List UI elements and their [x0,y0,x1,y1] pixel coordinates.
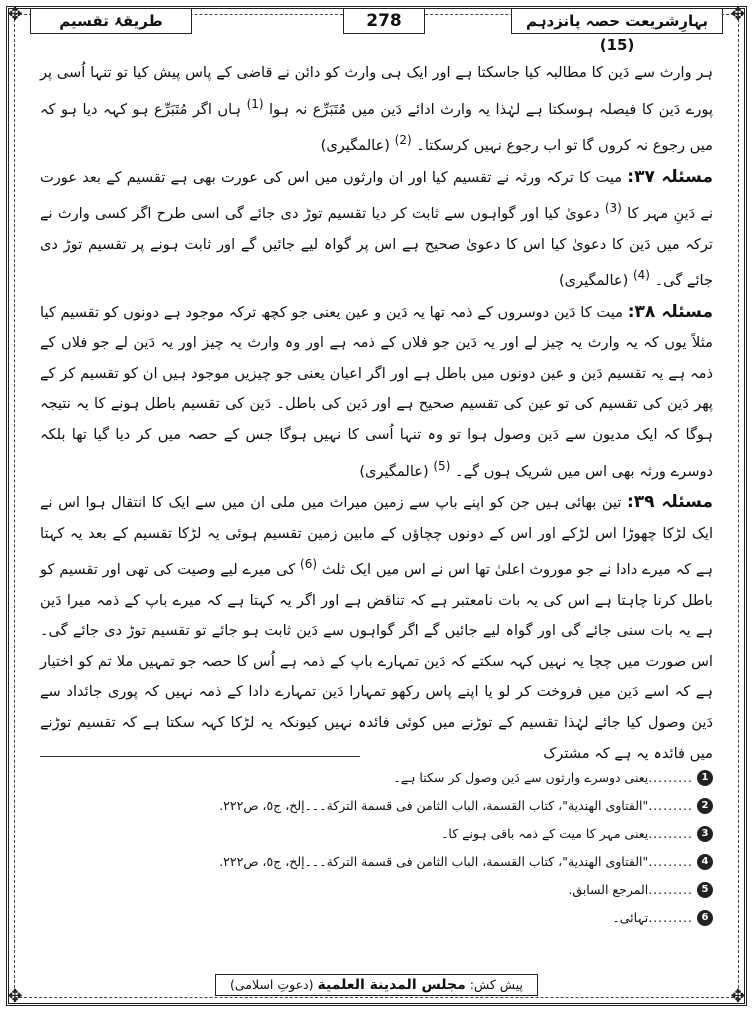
footnote-number: 1 [697,770,713,786]
masala-label: مسئلہ ۳۹: [626,492,714,513]
source-citation: (عالمگیری) [359,462,429,480]
footnote-item: 5 ......... المرجع السابق. [40,876,713,904]
footnote-item: 4 ......... "الفتاوی الھندیة"، کتاب القسمة، الباب الثامن فی قسمة الترکة۔۔۔إلخ، ج٥، ص٢٢٢. [40,848,713,876]
paragraph-text: دعویٰ کیا اور گواہوں سے ثابت کر دیا تقسیم توڑ دی جائے گی اسی طرح اگر کسی وارث نے ترکہ میں دَین کا دعویٰ کیا اس کا دعویٰ صحیح ہے اس پر گواہ لیے جائیں گے اور ثابت ہونے پر تقسیم توڑ دی جائے گی۔ [40,204,713,289]
footnote-number: 6 [697,910,713,926]
paragraph-text: کی میرے لیے وصیت کی تھی اور تقسیم کو باطل کرنا چاہتا ہے اس کی یہ بات نامعتبر ہے کہ تناقض ہے اور اگر یہ کہتا ہے کہ میرے باپ کے ذمہ میرا دَین ہے یہ بات سنی جائے گی اور گواہ لیے جائیں گے اگر گواہوں سے دَین ثابت ہو جائے تو تقسیم توڑ دی جائے گی۔ اس صورت میں چچا یہ نہیں کہہ سکتے کہ دَین تمہارے باپ کے ذمہ ہے اُس کا حصہ جو تمہیں ملا تم کو اختیار ہے کہ اسے دَین میں فروخت کر لو یا اپنے پاس رکھو تمہارا دَین تمہارے دادا کے ذمہ نہیں کہ پوری جائداد سے دَین وصول کیا جائے لہٰذا تقسیم کے توڑنے میں کوئی فائدہ نہیں کیونکہ یہ لڑکا کہہ سکتا ہے کہ تقسیم توڑنے میں فائدہ یہ ہے کہ مشترک [40,561,713,762]
footnote-ref: (6) [300,557,318,572]
footnote-ref: (3) [604,201,622,216]
footnote-number: 5 [697,882,713,898]
footer-prefix: پیش کش: [469,977,523,992]
publisher-box [215,974,538,996]
masala-38 [40,297,713,487]
page-header [30,6,723,54]
main-text [40,58,713,769]
corner-ornament-icon: ✥ [730,986,746,1007]
footnote-item: 6 ......... تہائی۔ [40,904,713,932]
masala-label: مسئلہ ۳۷: [627,166,713,187]
paragraph-text: تین بھائی ہیں جن کو اپنے باپ سے زمین میراث میں ملی ان میں سے ایک کا انتقال ہوا اس نے ایک لڑکا چھوڑا اس لڑکے اور اس کے دونوں چچاؤں کے مابین زمین تقسیم ہوئی یہ لڑکا تقسیم کے بعد یہ کہتا ہے کہ میرے دادا نے جو موروث اعلیٰ تھا اس نے اس میں ایک ثلث [40,494,714,579]
paragraph-text: ہر وارث سے دَین کا مطالبہ کیا جاسکتا ہے اور ایک ہی وارث کو دائن نے قاضی کے پاس پیش کیا تو تنہا اُسی پر پورے دَین کا فیصلہ ہوسکتا ہے لہٰذا یہ وارث ادائے دَین میں مُتَبَرِّع نہ ہوا [40,64,714,118]
source-citation: (عالمگیری) [558,272,629,289]
book-title: بہارِشریعت حصہ پانزدہم (15) [511,8,723,34]
footnote-ref: (5) [433,458,451,473]
footnote-text: المرجع السابق. [568,882,649,897]
page-footer [0,974,753,996]
paragraph-text: میت کا ترکہ ورثہ نے تقسیم کیا اور ان وارثوں میں اس کی عورت بھی ہے تقسیم کے بعد عورت نے دَینِ مہر کا [40,168,714,222]
footnote-divider [40,756,360,757]
footnote-item: 2 ......... "الفتاوی الھندیة"، کتاب القسمة، الباب الثامن فی قسمة الترکة۔۔۔إلخ، ج٥، ص٢٢٢. [40,792,713,820]
footnote-number: 4 [697,854,713,870]
footnote-ref: (2) [394,133,412,148]
footnotes [40,764,713,932]
masala-39 [40,487,713,769]
footnote-text: یعنی مہر کا میت کے ذمہ باقی ہونے کا۔ [441,826,649,841]
corner-ornament-icon: ✥ [730,4,746,25]
paragraph [40,58,713,162]
footnote-number: 3 [697,826,713,842]
footnote-ref: (1) [246,96,264,111]
section-title: طریقۂ تقسیم [30,8,192,34]
publisher-suffix: (دعوتِ اسلامی) [230,977,314,992]
source-citation: (عالمگیری) [320,136,390,154]
footnote-text: یعنی دوسرے وارثوں سے دَین وصول کر سکتا ہے۔ [393,770,649,785]
publisher-name: مجلس المدینة العلمیة [317,977,466,993]
corner-ornament-icon: ✥ [7,986,23,1007]
page-number: 278 [343,8,425,34]
masala-label: مسئلہ ۳۸: [627,301,713,322]
footnote-text: "الفتاوی الھندیة"، کتاب القسمة، الباب الثامن فی قسمة الترکة۔۔۔إلخ، ج٥، ص٢٢٢. [219,798,649,813]
footnote-text: تہائی۔ [612,910,649,925]
footnote-text: "الفتاوی الھندیة"، کتاب القسمة، الباب الثامن فی قسمة الترکة۔۔۔إلخ، ج٥، ص٢٢٢. [219,854,649,869]
footnote-item: 1 ......... یعنی دوسرے وارثوں سے دَین وصول کر سکتا ہے۔ [40,764,713,792]
footnote-item: 3 ......... یعنی مہر کا میت کے ذمہ باقی ہونے کا۔ [40,820,713,848]
masala-37 [40,162,713,297]
footnote-number: 2 [697,798,713,814]
paragraph-text: ہاں اگر مُتَبَرِّع ہو کہہ دیا ہو کہ میں رجوع نہ کروں گا تو اب رجوع نہیں کرسکتا۔ [40,100,713,154]
corner-ornament-icon: ✥ [7,4,23,25]
footnote-ref: (4) [632,268,650,283]
paragraph-text: میت کا دَین دوسروں کے ذمہ تھا یہ دَین و عین یعنی جو کچھ ترکہ موجود ہے دونوں کو تقسیم کیا مثلاً یوں کہ یہ وارث یہ چیز لے اور یہ دَین جو فلاں کے ذمہ ہے اور وہ وارث یہ چیز اور یہ دَین لے جو فلاں کے ذمہ ہے یہ تقسیم دَین و عین دونوں میں باطل ہے اور اگر اعیان یعنی جو چیزیں موجود ہیں ان کو تقسیم کر کے پھر دَین کی تقسیم کی تو عین کی تقسیم صحیح ہے اور دَین کی باطل۔ دَین کی تقسیم باطل ہونے کا یہ نتیجہ ہوگا کہ ایک مدیون سے دَین وصول ہوا تو وہ تنہا اُسی کا نہیں ہوگا جس کے حصہ میں کر دیا گیا تھا بلکہ دوسرے ورثہ بھی اس میں شریک ہوں گے۔ [40,303,713,480]
